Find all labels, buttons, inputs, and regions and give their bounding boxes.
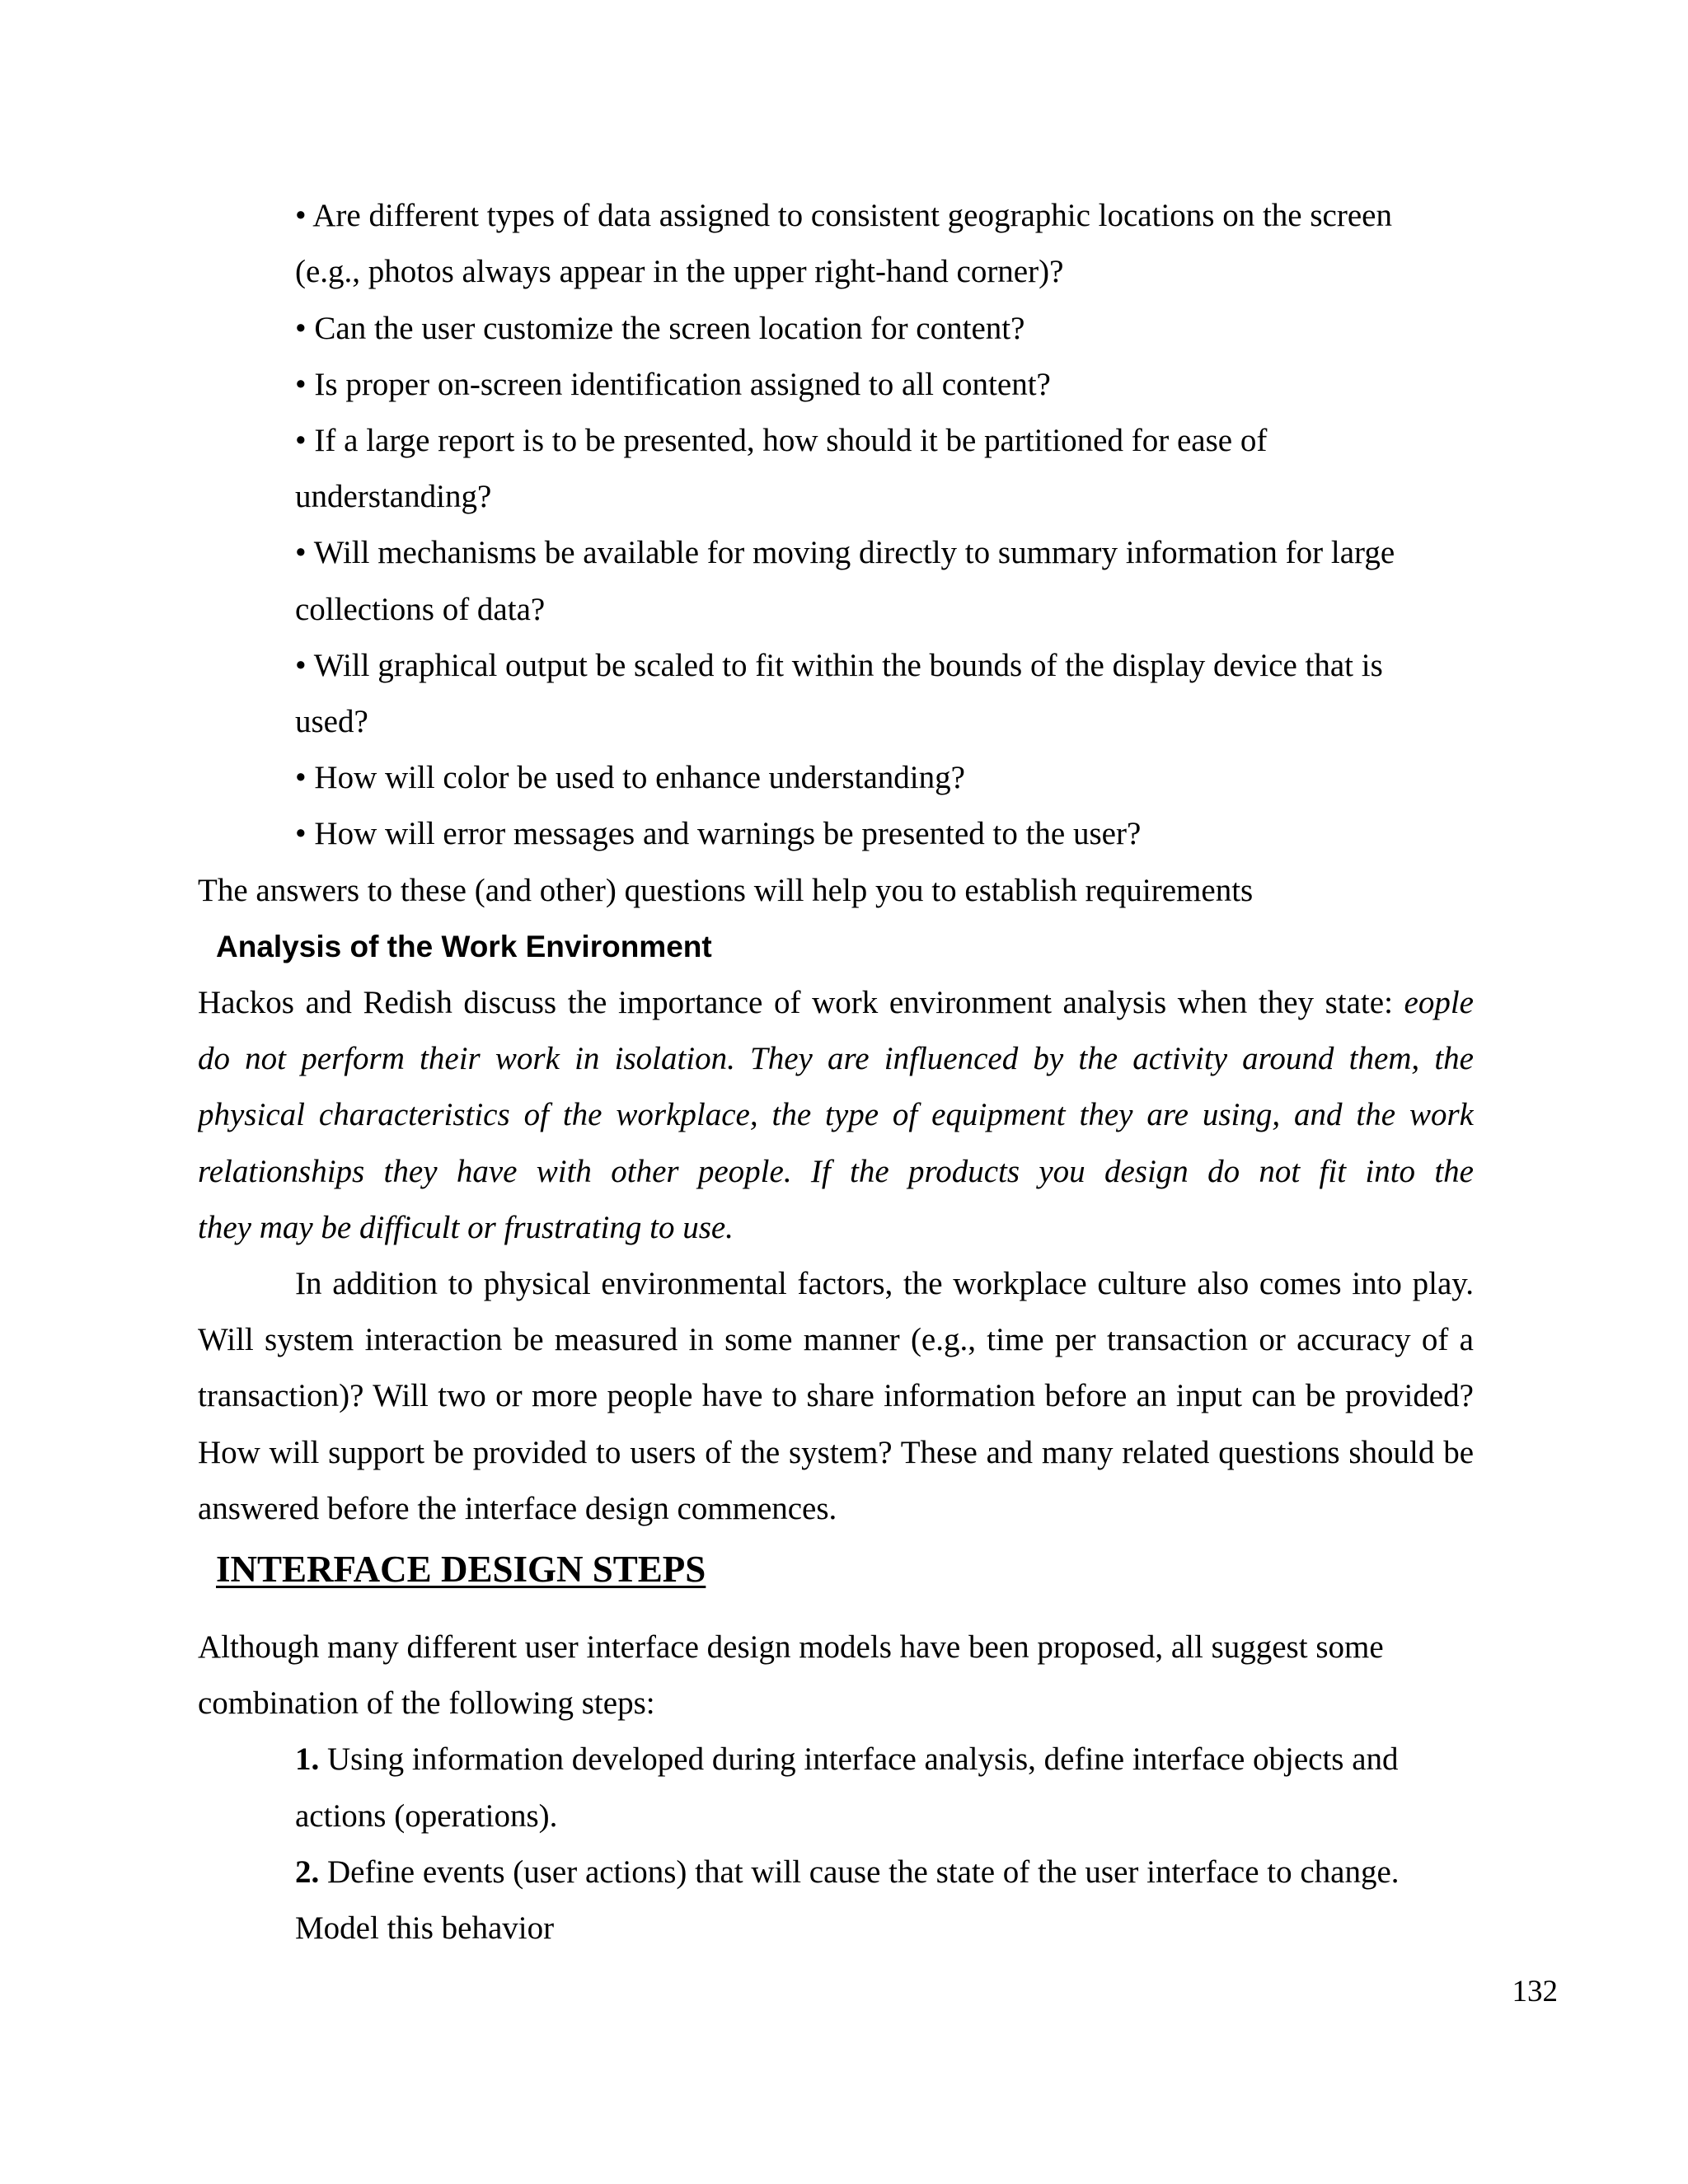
step-item <box>295 1852 1400 1893</box>
bullet-line: • How will error messages and warnings be presented to the user? <box>295 816 1142 851</box>
bullet-line: • Will graphical output be scaled to fit within the bounds of the display device that is <box>295 648 1383 683</box>
steps-intro-line: Although many different user interface design models have been proposed, all suggest some <box>198 1629 1384 1665</box>
work-env-paragraph-line <box>198 982 1474 1024</box>
step-number: 2. <box>295 1854 320 1890</box>
bullet-line: • Will mechanisms be available for moving directly to summary information for large <box>295 535 1395 570</box>
step-continuation: actions (operations). <box>295 1798 558 1834</box>
work-env-paragraph-line: do not perform their work in isolation. They are influenced by the activity around them, the <box>198 1041 1474 1076</box>
bullet-line: • How will color be used to enhance understanding? <box>295 760 965 795</box>
step-continuation: Model this behavior <box>295 1910 555 1946</box>
bullet-line: • Can the user customize the screen location for content? <box>295 311 1025 346</box>
bullet-line: • Is proper on-screen identification assigned to all content? <box>295 367 1051 402</box>
bullet-line: used? <box>295 704 368 739</box>
culture-paragraph-line: In addition to physical environmental factors, the workplace culture also comes into play. <box>295 1266 1474 1301</box>
answers-line: The answers to these (and other) questions will help you to establish requirements <box>198 873 1254 908</box>
culture-paragraph-line: transaction)? Will two or more people have to share information before an input can be provided? <box>198 1378 1474 1413</box>
work-env-line1-italic: eople <box>1404 985 1474 1020</box>
step-item <box>295 1739 1399 1780</box>
step-number: 1. <box>295 1741 320 1777</box>
interface-design-steps-heading: INTERFACE DESIGN STEPS <box>216 1549 706 1590</box>
steps-intro-line: combination of the following steps: <box>198 1685 655 1721</box>
bullet-line: understanding? <box>295 479 492 514</box>
bullet-line: • Are different types of data assigned to consistent geographic locations on the screen <box>295 198 1392 233</box>
bullet-line: collections of data? <box>295 592 546 627</box>
step-text: Using information developed during interface analysis, define interface objects and <box>327 1741 1399 1777</box>
work-env-paragraph-line: physical characteristics of the workplace, the type of equipment they are using, and the work <box>198 1097 1474 1132</box>
culture-paragraph-line: Will system interaction be measured in some manner (e.g., time per transaction or accuracy of a <box>198 1322 1474 1357</box>
step-text: Define events (user actions) that will cause the state of the user interface to change. <box>327 1854 1400 1890</box>
work-env-paragraph-line: they may be difficult or frustrating to use. <box>198 1210 734 1245</box>
work-env-line1-text: Hackos and Redish discuss the importance of work environment analysis when they state: <box>198 985 1393 1020</box>
culture-paragraph-line: answered before the interface design commences. <box>198 1491 837 1526</box>
page-number: 132 <box>1512 1975 1558 2008</box>
bullet-line: • If a large report is to be presented, how should it be partitioned for ease of <box>295 423 1268 458</box>
work-env-paragraph-line: relationships they have with other people. If the products you design do not fit into the <box>198 1154 1474 1189</box>
culture-paragraph-line: How will support be provided to users of the system? These and many related questions should be <box>198 1435 1474 1470</box>
bullet-line: (e.g., photos always appear in the upper right-hand corner)? <box>295 254 1064 289</box>
work-environment-heading: Analysis of the Work Environment <box>216 930 712 963</box>
